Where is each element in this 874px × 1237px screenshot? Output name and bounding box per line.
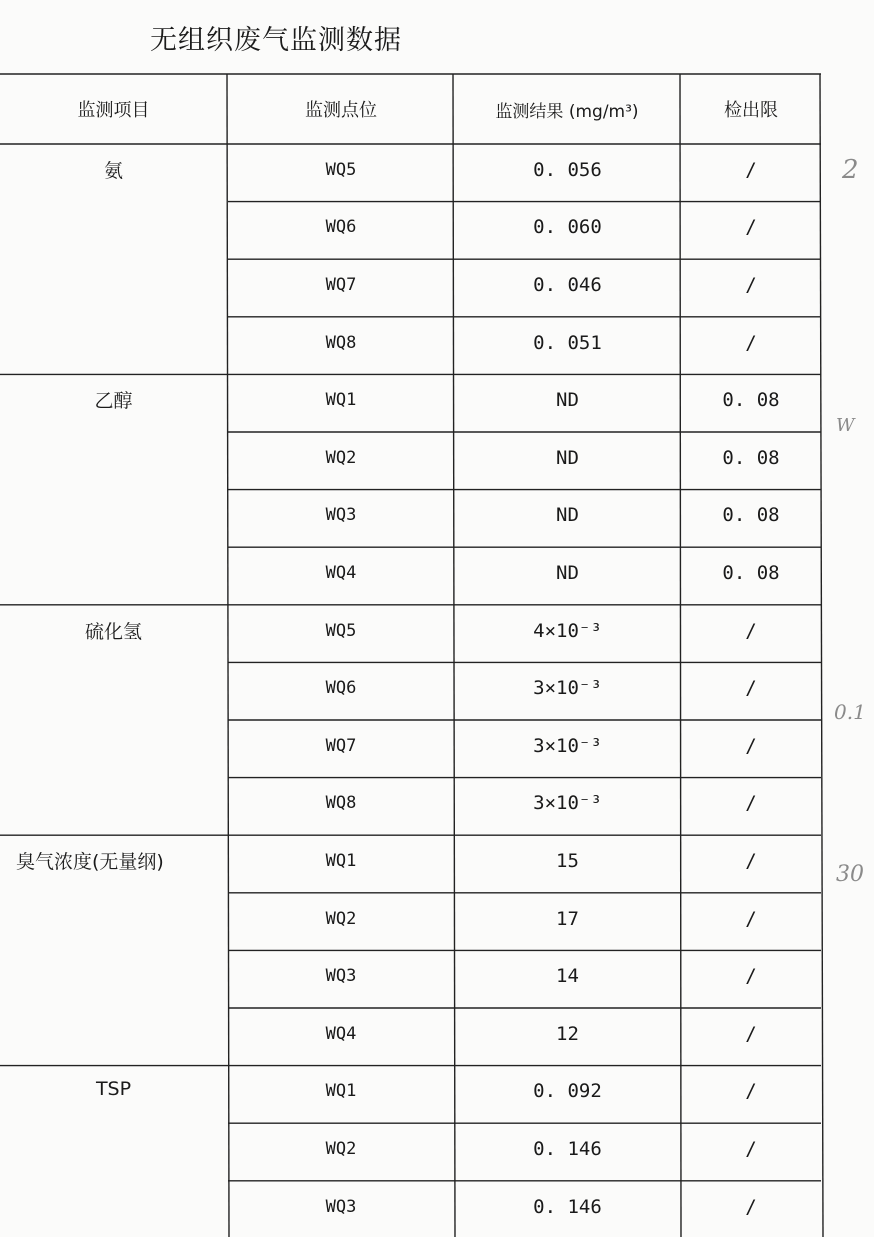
table-cell-point: WQ1 — [325, 850, 357, 871]
table-cell-limit: / — [745, 965, 757, 988]
table-cell-item: 乙醇 — [94, 390, 133, 413]
table-cell-limit: / — [745, 792, 757, 815]
table-cell-result: 4×10⁻³ — [533, 619, 602, 642]
table-cell-limit: / — [745, 1080, 757, 1103]
table-cell-item: 硫化氢 — [84, 620, 142, 643]
table-cell-result: 0. 092 — [533, 1080, 602, 1103]
margin-note: W — [836, 415, 855, 436]
table-cell-item: TSP — [95, 1077, 132, 1100]
table-cell-result: 0. 051 — [533, 331, 602, 354]
table-cell-point: WQ8 — [325, 332, 357, 353]
table-cell-limit: / — [745, 677, 757, 700]
table-cell-point: WQ1 — [325, 390, 357, 411]
table-cell-limit: / — [745, 849, 757, 872]
page-title: 无组织废气监测数据 — [150, 25, 402, 56]
table-cell-point: WQ3 — [325, 966, 357, 987]
table-cell-result: 15 — [556, 849, 579, 872]
table-cell-result: 0. 146 — [533, 1195, 602, 1218]
table-cell-point: WQ5 — [325, 620, 357, 641]
table-cell-limit: / — [745, 1195, 757, 1218]
table-cell-point: WQ4 — [325, 562, 357, 583]
table-cell-result: ND — [556, 389, 579, 412]
table-cell-result: ND — [556, 504, 579, 527]
table-cell-result: 17 — [556, 907, 579, 930]
table-cell-result: 3×10⁻³ — [533, 792, 602, 815]
table-cell-result: ND — [556, 561, 579, 584]
table-cell-point: WQ8 — [325, 793, 357, 814]
table-cell-limit: 0. 08 — [722, 561, 780, 584]
table-cell-result: 14 — [556, 965, 579, 988]
header-result: 监测结果 (mg/m³) — [495, 101, 639, 122]
table-cell-point: WQ2 — [325, 447, 357, 468]
table-cell-limit: / — [745, 158, 757, 181]
table-cell-limit: / — [745, 1137, 757, 1160]
table-cell-point: WQ7 — [325, 735, 357, 756]
table-cell-point: WQ6 — [325, 217, 357, 238]
table-cell-point: WQ5 — [325, 159, 357, 180]
header-limit: 检出限 — [724, 100, 778, 121]
table-cell-point: WQ1 — [325, 1081, 357, 1102]
table-cell-limit: 0. 08 — [722, 389, 780, 412]
table-cell-result: 0. 060 — [533, 216, 602, 239]
table-cell-limit: / — [745, 216, 757, 239]
table-cell-result: 3×10⁻³ — [533, 677, 602, 700]
table-cell-result: 3×10⁻³ — [533, 734, 602, 757]
table-cell-limit: 0. 08 — [722, 504, 780, 527]
table-cell-point: WQ3 — [325, 1196, 357, 1217]
table-cell-point: WQ2 — [325, 908, 357, 929]
header-item: 监测项目 — [77, 100, 150, 121]
margin-note: 0.1 — [834, 700, 866, 724]
table-cell-limit: / — [745, 619, 757, 642]
table-cell-item: 臭气浓度(无量纲) — [16, 851, 164, 874]
table-cell-result: 0. 056 — [533, 158, 602, 181]
header-point: 监测点位 — [305, 100, 377, 121]
table-cell-result: 0. 046 — [533, 273, 602, 296]
table-cell-result: 0. 146 — [533, 1137, 602, 1160]
table-cell-item: 氨 — [103, 160, 123, 182]
table-cell-result: 12 — [556, 1022, 579, 1045]
table-cell-point: WQ2 — [325, 1138, 357, 1159]
table-cell-limit: / — [745, 273, 757, 296]
margin-note: 30 — [836, 862, 864, 887]
table-cell-limit: / — [745, 907, 757, 930]
table-cell-point: WQ7 — [325, 274, 357, 295]
table-cell-result: ND — [556, 446, 579, 469]
table-cell-point: WQ6 — [325, 678, 357, 699]
table-cell-limit: / — [745, 734, 757, 757]
table-cell-point: WQ4 — [325, 1023, 357, 1044]
table-cell-limit: 0. 08 — [722, 446, 780, 469]
table-cell-point: WQ3 — [325, 505, 357, 526]
table-cell-limit: / — [745, 1022, 757, 1045]
margin-note: 2 — [842, 155, 859, 185]
table-cell-limit: / — [745, 331, 757, 354]
